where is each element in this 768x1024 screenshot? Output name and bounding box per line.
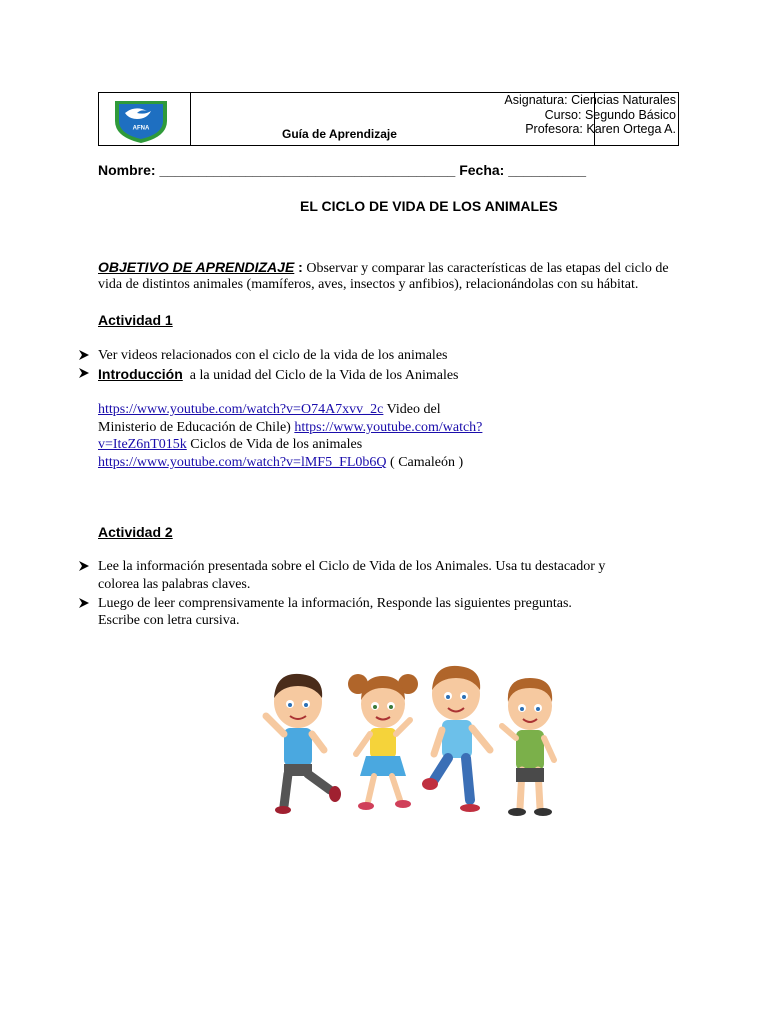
link3-after: ( Camaleón ): [386, 455, 464, 470]
fecha-field[interactable]: __________: [508, 162, 587, 178]
intro-bold: Introducción: [98, 366, 183, 382]
course-line: Curso: Segundo Básico: [544, 107, 676, 122]
video-link-2b[interactable]: v=IteZ6nT015k: [98, 437, 187, 452]
objective-label: OBJETIVO DE APRENDIZAJE: [98, 259, 295, 275]
actividad2-bullet2-l2: Escribe con letra cursiva.: [98, 613, 240, 628]
video-link-2a[interactable]: https://www.youtube.com/watch?: [294, 420, 483, 435]
bullet-arrow-icon: [78, 597, 90, 609]
actividad1-heading: Actividad 1: [98, 312, 173, 328]
guide-title: Guía de Aprendizaje: [282, 127, 397, 141]
links-line3: [98, 436, 362, 454]
kid-boy-green-shirt: [502, 678, 554, 816]
objective-text-2: vida de distintos animales (mamíferos, aves, insectos y anfibios), relacionándolas con su hábitat.: [98, 277, 639, 292]
page-title: EL CICLO DE VIDA DE LOS ANIMALES: [300, 198, 558, 214]
intro-rest: a la unidad del Ciclo de la Vida de los Animales: [189, 368, 459, 383]
logo-cell: [99, 93, 191, 145]
link1-after: Video del: [383, 402, 441, 417]
nombre-field[interactable]: ______________________________________: [159, 162, 456, 178]
video-link-3[interactable]: https://www.youtube.com/watch?v=lMF5_FL0b6Q: [98, 455, 387, 470]
links-line2: [98, 419, 482, 437]
course-info: [497, 93, 676, 137]
bullet-arrow-icon: [78, 367, 90, 379]
school-logo: [111, 95, 171, 145]
objective-colon: :: [294, 259, 303, 275]
links-line4: [98, 454, 463, 472]
actividad1-bullet2: [98, 365, 459, 385]
ministerio-text: Ministerio de Educación de Chile): [98, 420, 295, 435]
kid-boy-blue-shirt: [266, 674, 341, 814]
link2-after: Ciclos de Vida de los animales: [186, 437, 363, 452]
teacher-line: Profesora: Karen Ortega A.: [525, 122, 676, 136]
video-link-1[interactable]: https://www.youtube.com/watch?v=O74A7xvv_2c: [98, 402, 384, 417]
nombre-label: Nombre:: [98, 162, 156, 178]
actividad2-bullet1-l1: Lee la información presentada sobre el Ciclo de Vida de los Animales. Usa tu destacador y: [98, 559, 606, 574]
actividad2-bullet1-l2: colorea las palabras claves.: [98, 577, 251, 592]
links-line1: [98, 401, 441, 419]
bullet-arrow-icon: [78, 349, 90, 361]
fecha-label: Fecha:: [459, 162, 505, 178]
bullet-arrow-icon: [78, 560, 90, 572]
name-date-row: [98, 162, 586, 178]
kid-boy-light-blue-shirt: [422, 666, 490, 812]
logo-text: AFNA: [132, 125, 150, 132]
subject-line: Asignatura: Ciencias Naturales: [504, 93, 676, 107]
children-illustration: [258, 664, 568, 824]
actividad2-heading: Actividad 2: [98, 524, 173, 540]
objective-line1: [98, 258, 669, 278]
objective-text-1: Observar y comparar las características de las etapas del ciclo de: [302, 261, 669, 276]
actividad2-bullet2-l1: Luego de leer comprensivamente la información, Responde las siguientes preguntas.: [98, 596, 572, 611]
kid-girl-yellow-shirt: [348, 674, 418, 810]
actividad1-bullet1: Ver videos relacionados con el ciclo de la vida de los animales: [98, 348, 448, 363]
